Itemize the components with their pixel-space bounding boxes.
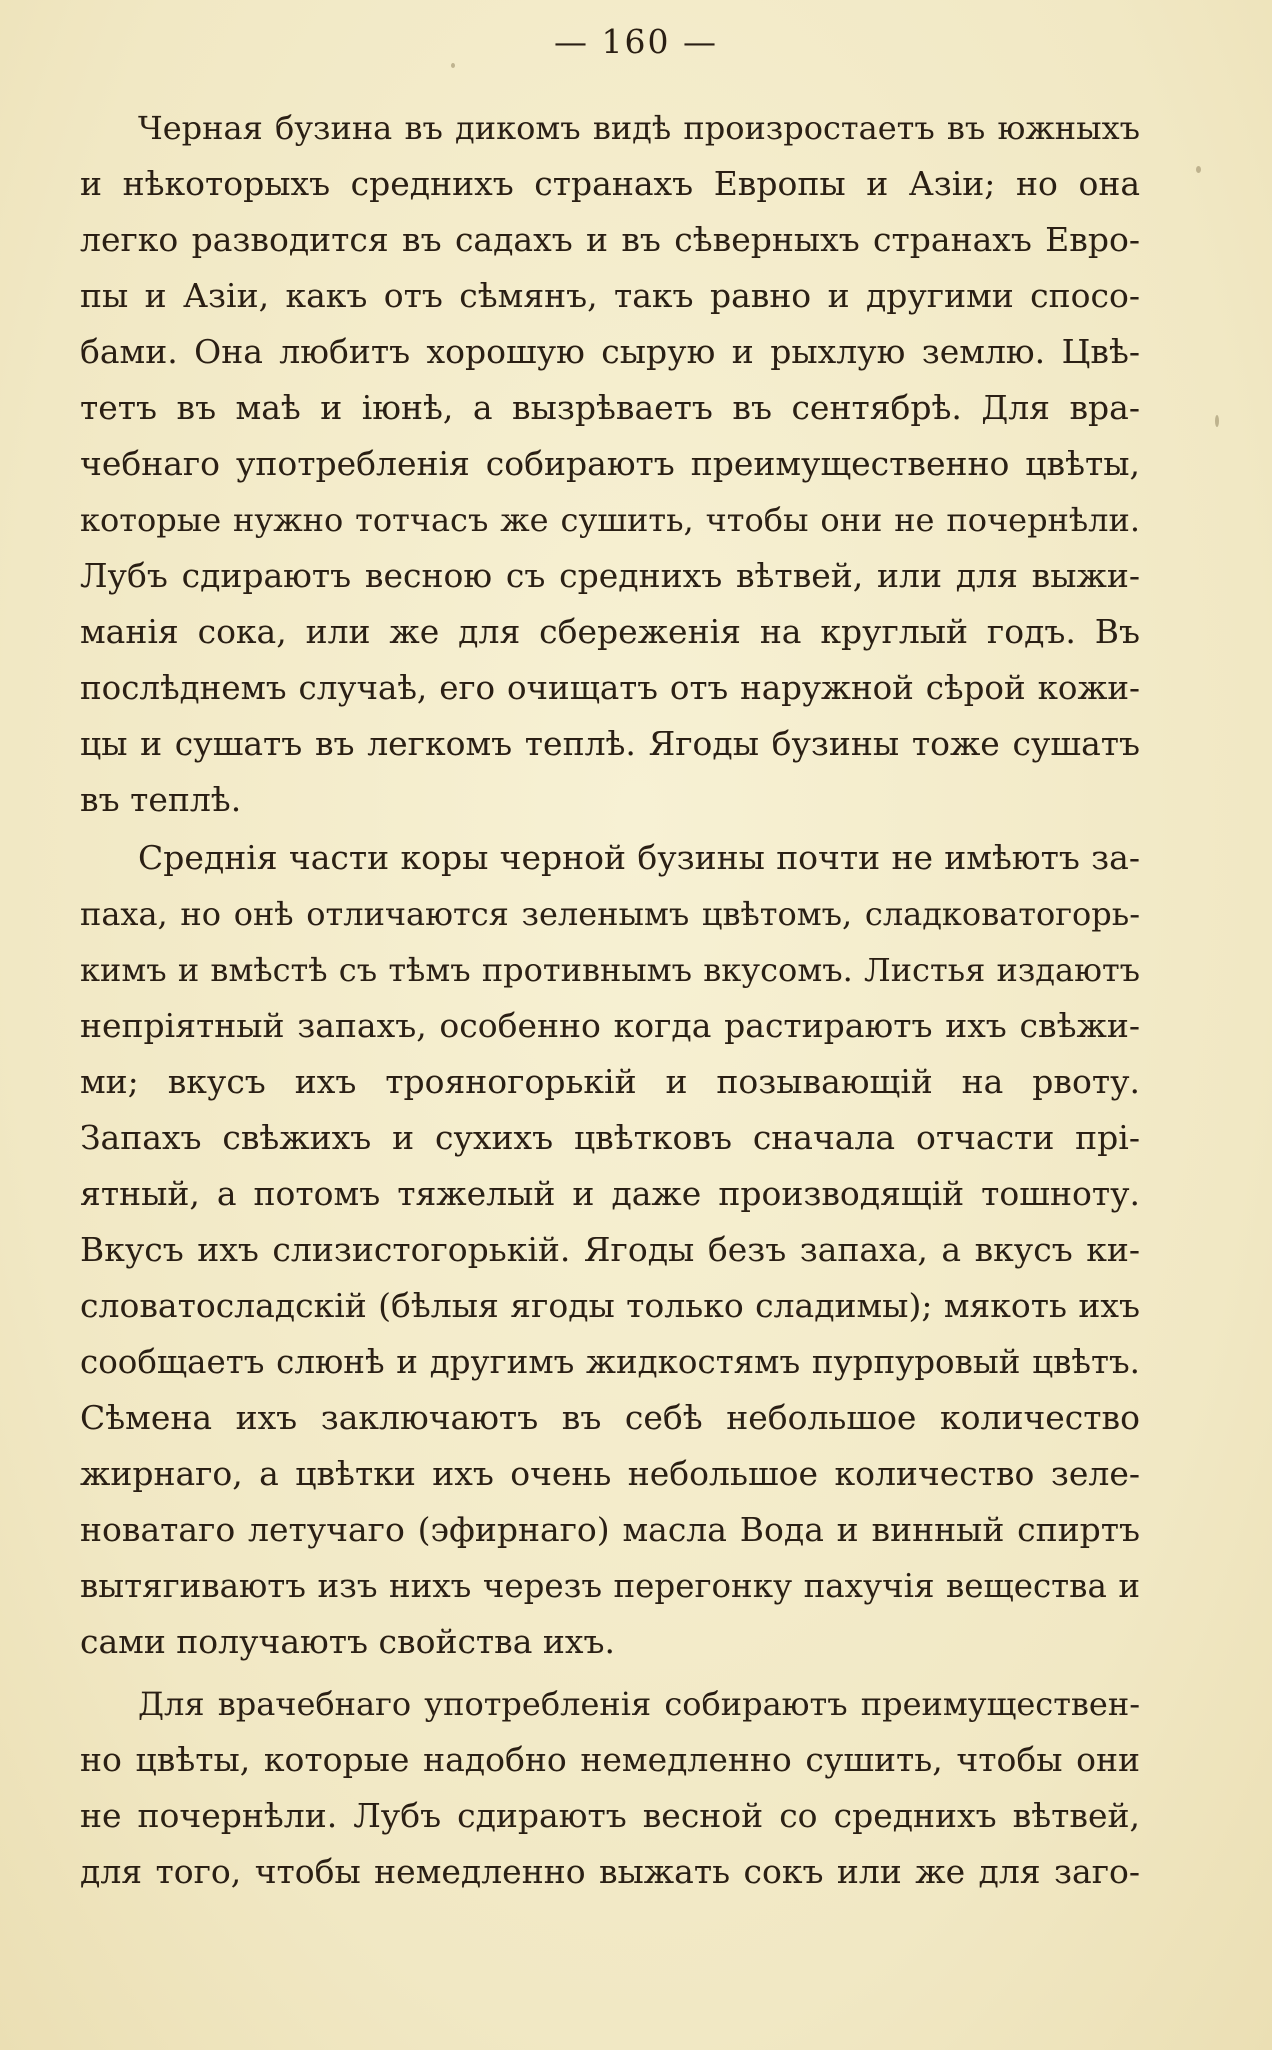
text-line: Среднія части коры черной бузины почти не имѣютъ за- (138, 838, 1140, 877)
text-line: чебнаго употребленія собираютъ преимущественно цвѣты, (80, 444, 1140, 483)
text-line: манія сока, или же для сбереженія на круглый годъ. Въ (80, 612, 1140, 651)
text-line: которые нужно тотчасъ же сушить, чтобы они не почернѣли. (80, 501, 1140, 539)
text-line: ми; вкусъ ихъ трояногорькій и позывающій на рвоту. (80, 1062, 1140, 1101)
text-line: не почернѣли. Лубъ сдираютъ весной со среднихъ вѣтвей, (80, 1796, 1140, 1835)
paragraph-1 (80, 100, 1140, 828)
text-line: для того, чтобы немедленно выжать сокъ или же для заго- (80, 1852, 1140, 1891)
text-line: сами получаютъ свойства ихъ. (80, 1622, 616, 1661)
text-line: послѣднемъ случаѣ, его очищатъ отъ наружной сѣрой кожи- (80, 669, 1140, 707)
text-line: ятный, а потомъ тяжелый и даже производящій тошноту. (80, 1174, 1140, 1213)
text-line: въ теплѣ. (80, 780, 242, 819)
text-line: легко разводится въ садахъ и въ сѣверныхъ странахъ Евро- (80, 220, 1140, 259)
paper-speck (1215, 415, 1219, 427)
text-line: пы и Азіи, какъ отъ сѣмянъ, такъ равно и другими спосо- (80, 276, 1140, 315)
text-line: бами. Она любитъ хорошую сырую и рыхлую землю. Цвѣ- (80, 332, 1140, 371)
page-number: — 160 — (554, 22, 718, 61)
text-line: Вкусъ ихъ слизистогорькій. Ягоды безъ запаха, а вкусъ ки- (80, 1230, 1140, 1269)
paragraph-2 (80, 830, 1140, 1670)
text-line: но цвѣты, которые надобно немедленно сушить, чтобы они (80, 1740, 1140, 1779)
text-line: и нѣкоторыхъ среднихъ странахъ Европы и Азіи; но она (80, 164, 1140, 203)
text-line: новатаго летучаго (эфирнаго) масла Вода и винный спиртъ (80, 1510, 1140, 1549)
paper-speck (451, 63, 455, 68)
text-line: сообщаетъ слюнѣ и другимъ жидкостямъ пурпуровый цвѣтъ. (80, 1343, 1140, 1381)
paragraph-3 (80, 1676, 1140, 1900)
text-line: Сѣмена ихъ заключаютъ въ себѣ небольшое количество (80, 1398, 1140, 1437)
text-line: паха, но онѣ отличаются зеленымъ цвѣтомъ, сладковатогорь- (80, 895, 1140, 933)
text-line: Для врачебнаго употребленія собираютъ преимуществен- (138, 1685, 1140, 1723)
text-line: Лубъ сдираютъ весною съ среднихъ вѣтвей, или для выжи- (80, 556, 1140, 595)
paper-speck (1196, 166, 1201, 173)
text-line: Черная бузина въ дикомъ видѣ произростаетъ въ южныхъ (138, 109, 1140, 147)
text-line: словатосладскій (бѣлыя ягоды только сладимы); мякоть ихъ (80, 1286, 1140, 1325)
text-line: Запахъ свѣжихъ и сухихъ цвѣтковъ сначала отчасти прі- (80, 1118, 1140, 1157)
text-line: жирнаго, а цвѣтки ихъ очень небольшое количество зеле- (80, 1454, 1140, 1493)
text-line: вытягиваютъ изъ нихъ черезъ перегонку пахучія вещества и (80, 1567, 1140, 1605)
text-line: непріятный запахъ, особенно когда растираютъ ихъ свѣжи- (80, 1006, 1140, 1045)
text-line: цы и сушатъ въ легкомъ теплѣ. Ягоды бузины тоже сушатъ (80, 724, 1140, 763)
text-line: кимъ и вмѣстѣ съ тѣмъ противнымъ вкусомъ. Листья издаютъ (80, 951, 1140, 989)
text-line: тетъ въ маѣ и іюнѣ, а вызрѣваетъ въ сентябрѣ. Для вра- (80, 388, 1140, 427)
